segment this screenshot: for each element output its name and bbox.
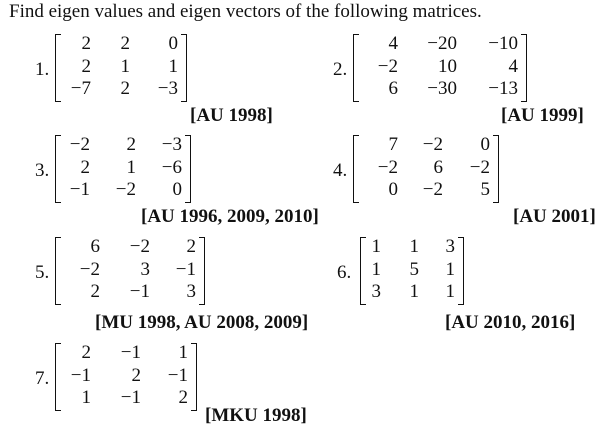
matrix-cell: −30 xyxy=(427,78,457,100)
matrix-cell: 2 xyxy=(120,78,130,100)
matrix-cell: 0 xyxy=(168,33,178,54)
matrix-cell: 2 xyxy=(81,33,91,54)
matrix-cell: 2 xyxy=(90,281,100,303)
matrix-cell: 7 xyxy=(388,134,398,155)
reference-label: [AU 1996, 2009, 2010] xyxy=(141,206,319,227)
left-bracket xyxy=(55,34,61,102)
matrix xyxy=(353,34,527,102)
right-bracket xyxy=(181,34,187,102)
matrix-grid xyxy=(64,135,182,203)
left-bracket xyxy=(353,34,359,102)
problem-number: 4. xyxy=(333,160,348,181)
matrix-grid xyxy=(64,34,178,102)
matrix-grid xyxy=(64,237,196,305)
matrix-cell: −2 xyxy=(377,156,398,178)
matrix-cell: 6 xyxy=(433,156,443,178)
matrix-cell: −2 xyxy=(422,134,443,155)
matrix-cell: −10 xyxy=(488,33,518,54)
matrix-cell: −6 xyxy=(161,156,182,178)
right-bracket xyxy=(185,135,191,203)
reference-label: [AU 1999] xyxy=(501,105,584,126)
reference-label: [MKU 1998] xyxy=(205,405,307,426)
matrix-cell: 3 xyxy=(186,281,196,303)
matrix-cell: 4 xyxy=(508,55,518,77)
matrix xyxy=(55,237,205,305)
matrix-cell: −2 xyxy=(69,134,90,155)
matrix-cell: 2 xyxy=(81,55,91,77)
matrix-grid xyxy=(64,343,188,411)
problem-number: 3. xyxy=(35,160,50,181)
matrix-cell: 5 xyxy=(480,179,490,201)
matrix-cell: −1 xyxy=(175,258,196,280)
matrix-grid xyxy=(362,34,518,102)
matrix xyxy=(353,135,499,203)
matrix-cell: 2 xyxy=(178,387,188,409)
matrix-cell: 6 xyxy=(388,78,398,100)
matrix-cell: −2 xyxy=(79,258,100,280)
reference-label: [MU 1998, AU 2008, 2009] xyxy=(95,312,309,333)
matrix-cell: 3 xyxy=(445,236,455,257)
matrix-cell: −2 xyxy=(422,179,443,201)
matrix xyxy=(55,135,191,203)
matrix-cell: −1 xyxy=(120,387,141,409)
reference-label: [AU 2010, 2016] xyxy=(445,312,576,333)
matrix-cell: 10 xyxy=(438,55,457,77)
reference-label: [AU 2001] xyxy=(513,206,596,227)
matrix-cell: 1 xyxy=(178,342,188,363)
matrix-cell: −2 xyxy=(377,55,398,77)
matrix-cell: 6 xyxy=(90,236,100,257)
matrix-cell: 2 xyxy=(126,134,136,155)
left-bracket xyxy=(360,237,366,305)
matrix-cell: −13 xyxy=(488,78,518,100)
left-bracket xyxy=(55,237,61,305)
right-bracket xyxy=(493,135,499,203)
matrix-cell: 1 xyxy=(168,55,178,77)
matrix-cell: 1 xyxy=(371,236,381,257)
matrix-cell: 5 xyxy=(409,258,419,280)
matrix xyxy=(360,237,464,305)
right-bracket xyxy=(458,237,464,305)
problem-number: 2. xyxy=(333,59,348,80)
right-bracket xyxy=(521,34,527,102)
reference-label: [AU 1998] xyxy=(190,105,273,126)
left-bracket xyxy=(353,135,359,203)
problem-number: 7. xyxy=(35,368,50,389)
matrix-cell: −3 xyxy=(161,134,182,155)
matrix-cell: −3 xyxy=(157,78,178,100)
problem-number: 5. xyxy=(35,262,50,283)
matrix-cell: −1 xyxy=(120,342,141,363)
matrix-cell: 1 xyxy=(81,387,91,409)
matrix-cell: −1 xyxy=(70,364,91,386)
matrix-cell: 1 xyxy=(445,281,455,303)
matrix-cell: 3 xyxy=(371,281,381,303)
matrix-cell: 3 xyxy=(140,258,150,280)
matrix-cell: −2 xyxy=(115,179,136,201)
matrix-cell: 2 xyxy=(80,156,90,178)
right-bracket xyxy=(191,343,197,411)
matrix-cell: 1 xyxy=(126,156,136,178)
matrix-cell: 2 xyxy=(81,342,91,363)
matrix-cell: −1 xyxy=(69,179,90,201)
matrix-cell: 1 xyxy=(445,258,455,280)
problem-number: 1. xyxy=(35,59,50,80)
matrix-cell: −2 xyxy=(129,236,150,257)
matrix-cell: 0 xyxy=(172,179,182,201)
matrix-cell: 0 xyxy=(480,134,490,155)
matrix-cell: −2 xyxy=(469,156,490,178)
matrix xyxy=(55,34,187,102)
problem-number: 6. xyxy=(337,262,352,283)
matrix-cell: 2 xyxy=(186,236,196,257)
matrix-cell: −1 xyxy=(129,281,150,303)
matrix-grid xyxy=(362,135,490,203)
matrix-cell: 1 xyxy=(371,258,381,280)
matrix-cell: 4 xyxy=(388,33,398,54)
matrix-cell: 0 xyxy=(388,179,398,201)
matrix-cell: 1 xyxy=(409,281,419,303)
matrix-cell: 2 xyxy=(120,33,130,54)
matrix xyxy=(55,343,197,411)
matrix-grid xyxy=(369,237,455,305)
matrix-cell: −1 xyxy=(167,364,188,386)
left-bracket xyxy=(55,343,61,411)
matrix-cell: 2 xyxy=(131,364,141,386)
matrix-cell: 1 xyxy=(409,236,419,257)
matrix-cell: 1 xyxy=(120,55,130,77)
right-bracket xyxy=(199,237,205,305)
page-heading: Find eigen values and eigen vectors of the following matrices. xyxy=(9,1,482,22)
left-bracket xyxy=(55,135,61,203)
matrix-cell: −20 xyxy=(427,33,457,54)
matrix-cell: −7 xyxy=(70,78,91,100)
